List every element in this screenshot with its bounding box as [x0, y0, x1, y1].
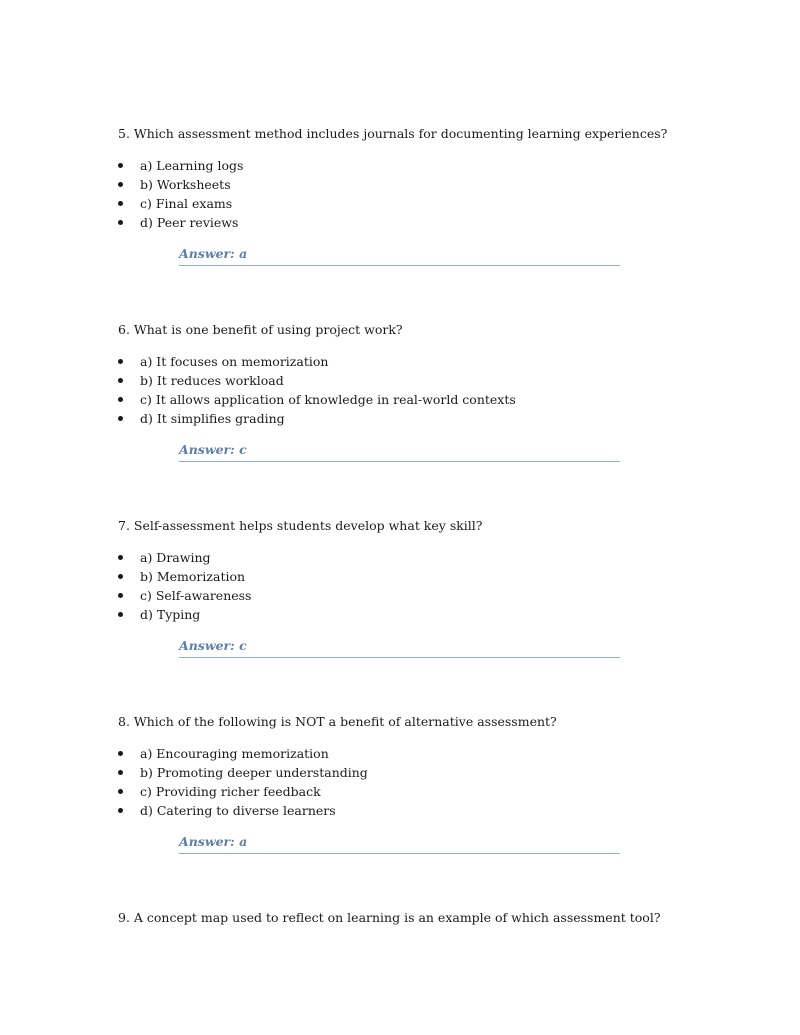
bullet-icon [118, 789, 123, 794]
option-d [118, 801, 718, 820]
option-b [118, 567, 718, 586]
question-8 [118, 714, 718, 854]
option-label: d) Typing [140, 607, 201, 622]
option-b [118, 371, 718, 390]
option-label: b) Memorization [140, 569, 246, 584]
bullet-icon [118, 574, 123, 579]
bullet-icon [118, 808, 123, 813]
answer-line: Answer: c [179, 442, 620, 462]
bullet-icon [118, 770, 123, 775]
option-label: c) Final exams [140, 196, 233, 211]
bullet-icon [118, 751, 123, 756]
bullet-icon [118, 593, 123, 598]
bullet-icon [118, 555, 123, 560]
option-label: b) Promoting deeper understanding [140, 765, 368, 780]
bullet-icon [118, 201, 123, 206]
question-6 [118, 322, 718, 462]
option-label: b) Worksheets [140, 177, 231, 192]
options-list [118, 156, 718, 232]
bullet-icon [118, 416, 123, 421]
option-b [118, 763, 718, 782]
bullet-icon [118, 220, 123, 225]
answer-line: Answer: c [179, 638, 620, 658]
option-a [118, 744, 718, 763]
option-d [118, 605, 718, 624]
option-d [118, 213, 718, 232]
option-label: c) Self-awareness [140, 588, 252, 603]
bullet-icon [118, 397, 123, 402]
question-text: 6. What is one benefit of using project work? [118, 322, 403, 337]
option-b [118, 175, 718, 194]
option-label: a) Encouraging memorization [140, 746, 329, 761]
bullet-icon [118, 612, 123, 617]
question-text: 5. Which assessment method includes journals for documenting learning experiences? [118, 126, 668, 141]
question-7 [118, 518, 718, 658]
question-text: 9. A concept map used to reflect on learning is an example of which assessment tool? [118, 910, 661, 925]
option-a [118, 156, 718, 175]
option-c [118, 390, 718, 409]
question-text: 8. Which of the following is NOT a benefit of alternative assessment? [118, 714, 557, 729]
option-label: c) Providing richer feedback [140, 784, 321, 799]
option-label: d) Catering to diverse learners [140, 803, 336, 818]
option-label: c) It allows application of knowledge in real-world contexts [140, 392, 516, 407]
option-d [118, 409, 718, 428]
question-9 [118, 910, 718, 926]
option-a [118, 352, 718, 371]
bullet-icon [118, 182, 123, 187]
answer-line: Answer: a [179, 246, 620, 266]
bullet-icon [118, 359, 123, 364]
option-label: a) Learning logs [140, 158, 244, 173]
option-c [118, 194, 718, 213]
options-list [118, 548, 718, 624]
option-c [118, 586, 718, 605]
option-label: d) It simplifies grading [140, 411, 285, 426]
question-text: 7. Self-assessment helps students develop what key skill? [118, 518, 483, 533]
answer-line: Answer: a [179, 834, 620, 854]
option-c [118, 782, 718, 801]
option-label: a) It focuses on memorization [140, 354, 329, 369]
option-label: b) It reduces workload [140, 373, 284, 388]
bullet-icon [118, 378, 123, 383]
bullet-icon [118, 163, 123, 168]
options-list [118, 352, 718, 428]
option-a [118, 548, 718, 567]
question-5 [118, 126, 718, 266]
option-label: a) Drawing [140, 550, 211, 565]
option-label: d) Peer reviews [140, 215, 239, 230]
options-list [118, 744, 718, 820]
